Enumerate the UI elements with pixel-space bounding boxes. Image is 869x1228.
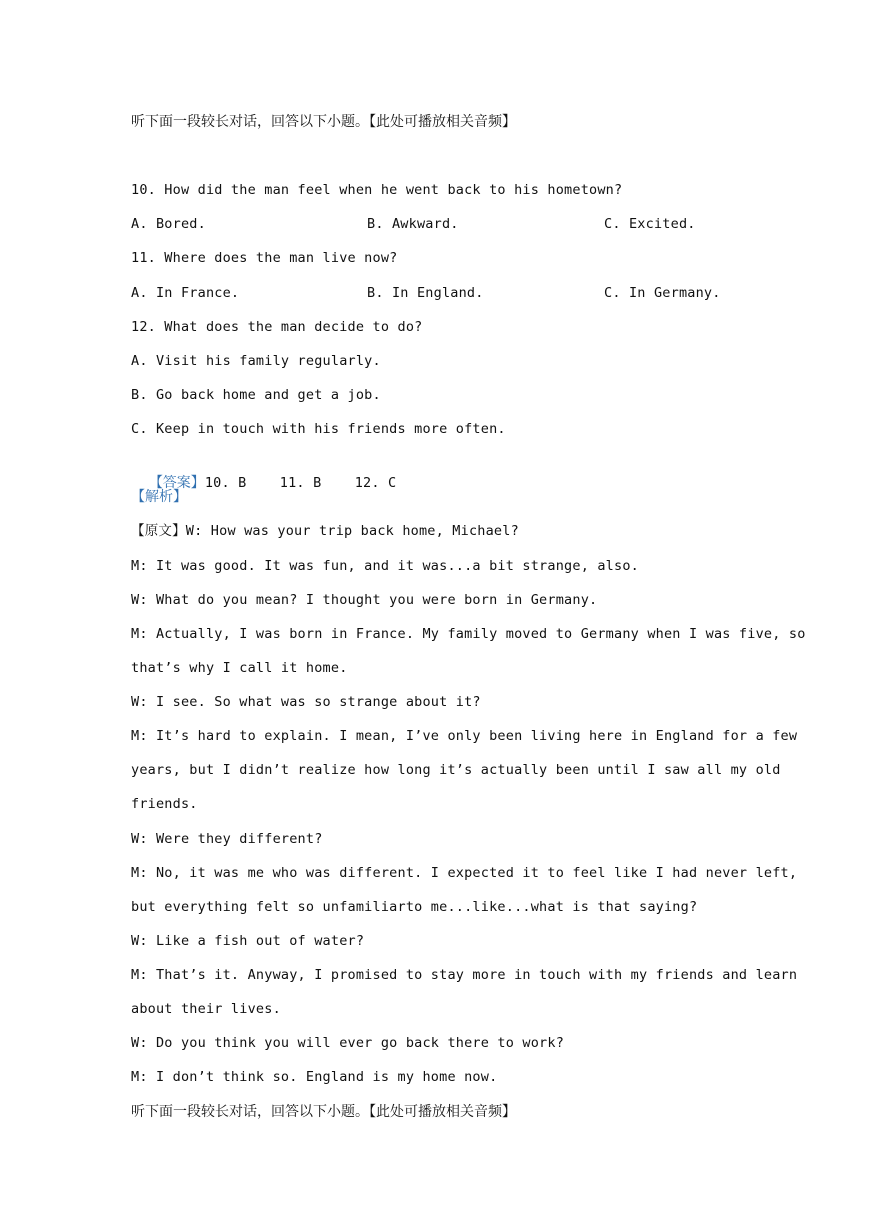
q10-option-a: A. Bored. [131, 216, 206, 232]
transcript-line: years, but I didn’t realize how long it’s actually been until I saw all my old [131, 762, 781, 778]
transcript-line: W: I see. So what was so strange about it? [131, 694, 481, 710]
transcript-line: W: What do you mean? I thought you were born in Germany. [131, 592, 598, 608]
transcript-line: M: That’s it. Anyway, I promised to stay more in touch with my friends and learn [131, 967, 798, 983]
question-10: 10. How did the man feel when he went back to his hometown? [131, 182, 623, 198]
q11-option-c: C. In Germany. [604, 285, 721, 301]
section-intro: 听下面一段较长对话，回答以下小题。【此处可播放相关音频】 [131, 114, 516, 130]
q11-option-a: A. In France. [131, 285, 240, 301]
transcript-line: M: I don’t think so. England is my home now. [131, 1069, 498, 1085]
q12-option-c: C. Keep in touch with his friends more often. [131, 421, 506, 437]
transcript-line: about their lives. [131, 1001, 281, 1017]
transcript-line: that’s why I call it home. [131, 660, 348, 676]
transcript-line: W: Like a fish out of water? [131, 933, 365, 949]
transcript-line: M: It was good. It was fun, and it was...a bit strange, also. [131, 558, 639, 574]
answer-value: 10. B 11. B 12. C [204, 475, 397, 491]
q11-option-b: B. In England. [367, 285, 484, 301]
q10-option-b: B. Awkward. [367, 216, 459, 232]
transcript-line: but everything felt so unfamiliarto me...like...what is that saying? [131, 899, 698, 915]
question-11: 11. Where does the man live now? [131, 250, 398, 266]
q10-option-c: C. Excited. [604, 216, 696, 232]
transcript-line: M: It’s hard to explain. I mean, I’ve only been living here in England for a few [131, 728, 798, 744]
q12-option-a: A. Visit his family regularly. [131, 353, 381, 369]
question-12: 12. What does the man decide to do? [131, 319, 423, 335]
q12-option-b: B. Go back home and get a job. [131, 387, 381, 403]
answer-line [131, 453, 397, 491]
transcript-line: M: Actually, I was born in France. My family moved to Germany when I was five, so [131, 626, 806, 642]
transcript-line: 【原文】W: How was your trip back home, Michael? [131, 523, 519, 539]
transcript-line: W: Do you think you will ever go back there to work? [131, 1035, 565, 1051]
transcript-line: M: No, it was me who was different. I expected it to feel like I had never left, [131, 865, 798, 881]
section-intro: 听下面一段较长对话，回答以下小题。【此处可播放相关音频】 [131, 1104, 516, 1120]
analysis-label: 【解析】 [131, 489, 187, 505]
answer-label: 【答案】 [148, 475, 205, 491]
transcript-line: friends. [131, 796, 198, 812]
transcript-line: W: Were they different? [131, 831, 323, 847]
